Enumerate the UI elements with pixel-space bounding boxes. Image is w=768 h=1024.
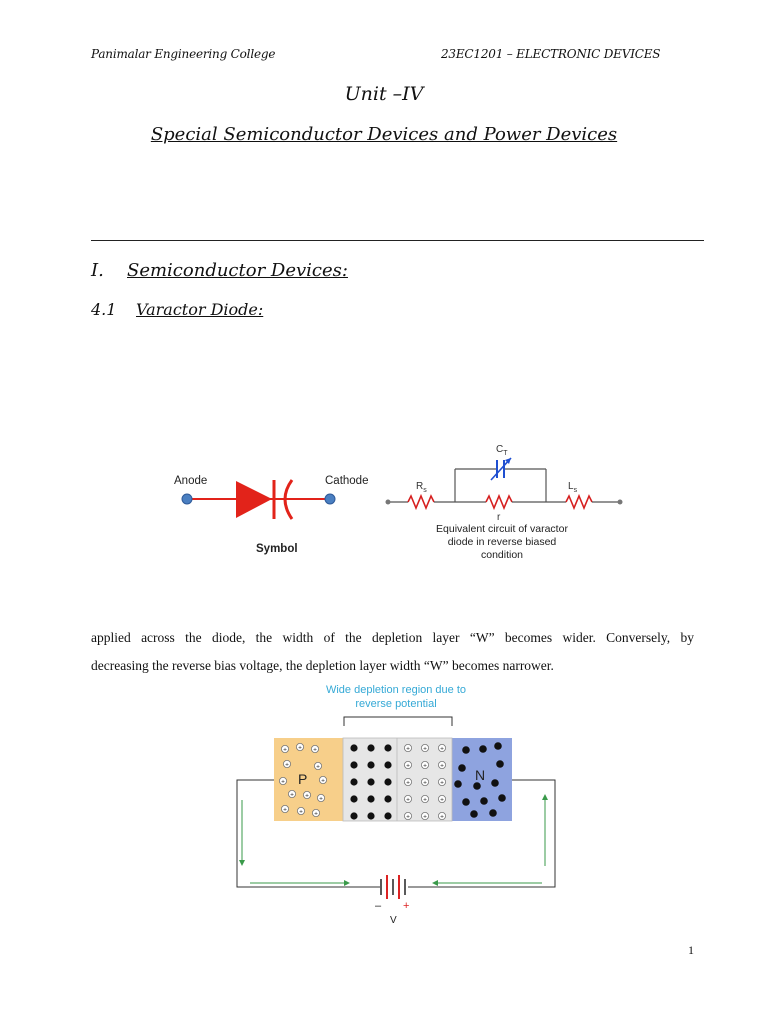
hole-sign: + xyxy=(299,808,303,816)
depletion-caption-line: reverse potential xyxy=(355,698,437,710)
electron-dot xyxy=(384,812,391,819)
electron-dot xyxy=(462,798,470,806)
r-label: r xyxy=(497,512,501,523)
cathode-label: Cathode xyxy=(325,475,369,487)
battery-minus: – xyxy=(375,900,382,912)
ct-label: $C_T$ xyxy=(496,444,508,457)
depletion-region xyxy=(343,738,452,821)
rs-resistor xyxy=(408,496,434,508)
electron-dot xyxy=(367,812,374,819)
subsection-title: Varactor Diode: xyxy=(136,300,264,319)
hole-sign: + xyxy=(423,762,427,770)
header-college-name: Panimalar Engineering College xyxy=(91,47,276,61)
hole-sign: + xyxy=(283,746,287,754)
hole-sign: + xyxy=(406,779,410,787)
electron-dot xyxy=(350,812,357,819)
electron-dot xyxy=(496,760,504,768)
electron-dot xyxy=(498,794,506,802)
electron-dot xyxy=(367,761,374,768)
ls-label: $L_s$ xyxy=(568,481,578,494)
electron-dot xyxy=(384,761,391,768)
equivalent-caption-line: condition xyxy=(480,549,524,561)
anode-label: Anode xyxy=(174,475,208,487)
unit-title: Unit –IV xyxy=(344,83,424,105)
electron-dot xyxy=(350,761,357,768)
body-line: applied across the diode, the width of the depletion layer “W” becomes wider. Conversely, by xyxy=(91,630,694,645)
electron-dot xyxy=(454,780,462,788)
electron-dot xyxy=(350,778,357,785)
electron-dot xyxy=(384,778,391,785)
hole-sign: + xyxy=(423,745,427,753)
hole-sign: + xyxy=(319,795,323,803)
p-label: P xyxy=(298,771,308,787)
depletion-region-figure xyxy=(230,680,560,930)
hole-sign: + xyxy=(298,744,302,752)
electron-dot xyxy=(384,795,391,802)
electron-dot xyxy=(384,744,391,751)
hole-sign: + xyxy=(440,745,444,753)
depletion-bracket xyxy=(344,717,452,726)
electron-dot xyxy=(367,778,374,785)
hole-sign: + xyxy=(281,778,285,786)
battery-plus: + xyxy=(403,900,410,912)
header-course-code: 23EC1201 – ELECTRONIC DEVICES xyxy=(441,47,661,61)
subsection-number: 4.1 xyxy=(91,300,117,319)
electron-dot xyxy=(473,782,481,790)
hole-sign: + xyxy=(440,813,444,821)
hole-sign: + xyxy=(440,762,444,770)
cathode-terminal xyxy=(325,494,335,504)
electron-dot xyxy=(480,797,488,805)
varactor-symbol-figure xyxy=(168,458,378,558)
hole-sign: + xyxy=(283,806,287,814)
unit-subtitle: Special Semiconductor Devices and Power Devices xyxy=(150,124,618,145)
hole-sign: + xyxy=(305,792,309,800)
page-number: 1 xyxy=(688,943,694,957)
section-title: Semiconductor Devices: xyxy=(127,260,348,281)
hole-sign: + xyxy=(406,813,410,821)
hole-sign: + xyxy=(316,763,320,771)
depletion-caption-line: Wide depletion region due to xyxy=(325,684,467,696)
electron-dot xyxy=(367,795,374,802)
equivalent-caption-line: Equivalent circuit of varactor xyxy=(436,523,568,535)
electron-dot xyxy=(491,779,499,787)
equivalent-caption-line: diode in reverse biased xyxy=(447,536,557,548)
electron-dot xyxy=(350,795,357,802)
battery-label: V xyxy=(390,915,397,926)
circuit-terminal xyxy=(618,500,623,505)
equivalent-circuit-figure xyxy=(380,436,630,566)
hole-sign: + xyxy=(406,745,410,753)
anode-terminal xyxy=(182,494,192,504)
hole-sign: + xyxy=(440,779,444,787)
hole-sign: + xyxy=(406,762,410,770)
hole-sign: + xyxy=(290,791,294,799)
ls-element xyxy=(566,496,592,508)
rs-label: $R_s$ xyxy=(416,481,427,494)
circuit-terminal xyxy=(386,500,391,505)
hole-sign: + xyxy=(285,761,289,769)
body-paragraph xyxy=(91,624,694,680)
electron-dot xyxy=(367,744,374,751)
r-resistor xyxy=(486,496,512,508)
horizontal-rule xyxy=(91,240,704,241)
hole-sign: + xyxy=(314,810,318,818)
symbol-caption: Symbol xyxy=(256,543,298,555)
hole-sign: + xyxy=(423,813,427,821)
electron-dot xyxy=(462,746,470,754)
hole-sign: + xyxy=(423,779,427,787)
electron-dot xyxy=(479,745,487,753)
body-line: decreasing the reverse bias voltage, the depletion layer width “W” becomes narrower. xyxy=(91,658,554,673)
hole-sign: + xyxy=(321,777,325,785)
electron-dot xyxy=(489,809,497,817)
hole-sign: + xyxy=(440,796,444,804)
n-label: N xyxy=(475,767,486,783)
electron-dot xyxy=(458,764,466,772)
hole-sign: + xyxy=(423,796,427,804)
section-number: I. xyxy=(91,260,104,281)
diode-triangle xyxy=(236,481,272,518)
hole-sign: + xyxy=(313,746,317,754)
hole-sign: + xyxy=(406,796,410,804)
electron-dot xyxy=(470,810,478,818)
electron-dot xyxy=(494,742,502,750)
electron-dot xyxy=(350,744,357,751)
